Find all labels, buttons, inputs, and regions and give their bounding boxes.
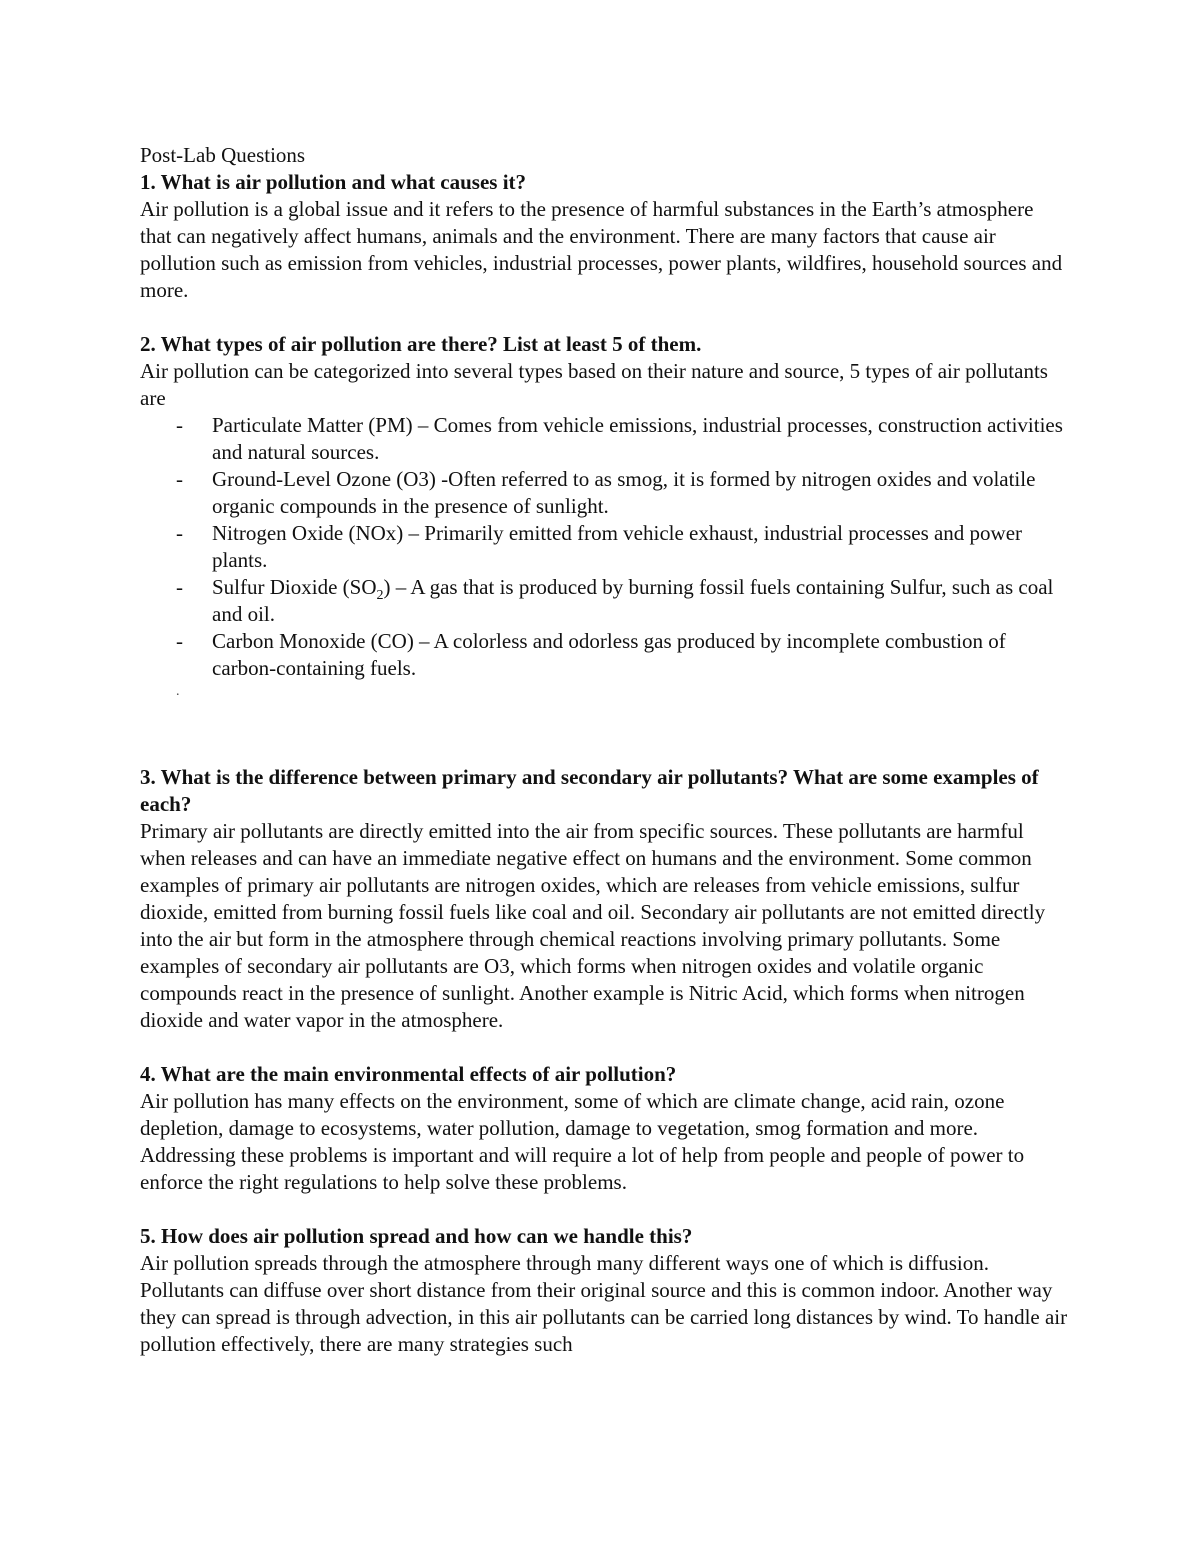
list-item-text: Particulate Matter (PM) – Comes from vehicle emissions, industrial processes, construction activities and natural sources. [212, 413, 1063, 464]
list-item [140, 466, 1070, 520]
list-item [140, 628, 1070, 682]
list-marker: - [176, 521, 183, 545]
answer-1: Air pollution is a global issue and it refers to the presence of harmful substances in the Earth’s atmosphere that can negatively affect humans, animals and the environment. There are many factors that cause air pollution such as emission from vehicles, industrial processes, power plants, wildfires, household sources and more. [140, 197, 1063, 302]
document-body [140, 142, 1070, 1358]
question-4: 4. What are the main environmental effects of air pollution? [140, 1062, 677, 1086]
answer-2-intro: Air pollution can be categorized into several types based on their nature and source, 5 types of air pollutants are [140, 359, 1048, 410]
list-marker: - [176, 575, 183, 599]
list-marker: - [176, 413, 183, 437]
spacer [140, 1196, 1070, 1223]
list-marker: - [176, 467, 183, 491]
list-item [140, 574, 1070, 628]
spacer [140, 702, 1070, 764]
list-item-text: Ground-Level Ozone (O3) -Often referred to as smog, it is formed by nitrogen oxides and volatile organic compounds in the presence of sunlight. [212, 467, 1036, 518]
spacer [140, 1034, 1070, 1061]
list-item-text [212, 575, 1053, 626]
so2-text-after: ) – A gas that is produced by burning fossil fuels containing Sulfur, such as coal and oil. [212, 575, 1054, 626]
list-item [140, 412, 1070, 466]
question-5: 5. How does air pollution spread and how can we handle this? [140, 1224, 693, 1248]
document-title: Post-Lab Questions [140, 143, 306, 167]
list-marker: - [176, 629, 183, 653]
list-item [140, 520, 1070, 574]
question-1: 1. What is air pollution and what causes it? [140, 170, 527, 194]
trailing-dot: . [176, 684, 180, 699]
answer-4: Air pollution has many effects on the environment, some of which are climate change, acid rain, ozone depletion, damage to ecosystems, water pollution, damage to vegetation, smog formation and more. Addressing these problems is important and will require a lot of help from people and people of power to enforce the right regulations to help solve these problems. [140, 1089, 1025, 1194]
question-3: 3. What is the difference between primary and secondary air pollutants? What are some examples of each? [140, 765, 1039, 816]
question-2: 2. What types of air pollution are there? List at least 5 of them. [140, 332, 702, 356]
so2-text-before: Sulfur Dioxide (SO [212, 575, 377, 599]
answer-5: Air pollution spreads through the atmosphere through many different ways one of which is diffusion. Pollutants can diffuse over short distance from their original source and this is common indoor. Another way they can spread is through advection, in this air pollutants can be carried long distances by wind. To handle air pollution effectively, there are many strategies such [140, 1251, 1068, 1356]
pollutant-list [140, 412, 1070, 682]
list-item-text: Carbon Monoxide (CO) – A colorless and odorless gas produced by incomplete combustion of carbon-containing fuels. [212, 629, 1006, 680]
spacer [140, 304, 1070, 331]
answer-3: Primary air pollutants are directly emitted into the air from specific sources. These pollutants are harmful when releases and can have an immediate negative effect on humans and the environment. Some common examples of primary air pollutants are nitrogen oxides, which are releases from vehicle emissions, sulfur dioxide, emitted from burning fossil fuels like coal and oil. Secondary air pollutants are not emitted directly into the air but form in the atmosphere through chemical reactions involving primary pollutants. Some examples of secondary air pollutants are O3, which forms when nitrogen oxides and volatile organic compounds react in the presence of sunlight. Another example is Nitric Acid, which forms when nitrogen dioxide and water vapor in the atmosphere. [140, 819, 1046, 1032]
list-item-text: Nitrogen Oxide (NOx) – Primarily emitted from vehicle exhaust, industrial processes and power plants. [212, 521, 1023, 572]
so2-subscript: 2 [376, 588, 384, 604]
